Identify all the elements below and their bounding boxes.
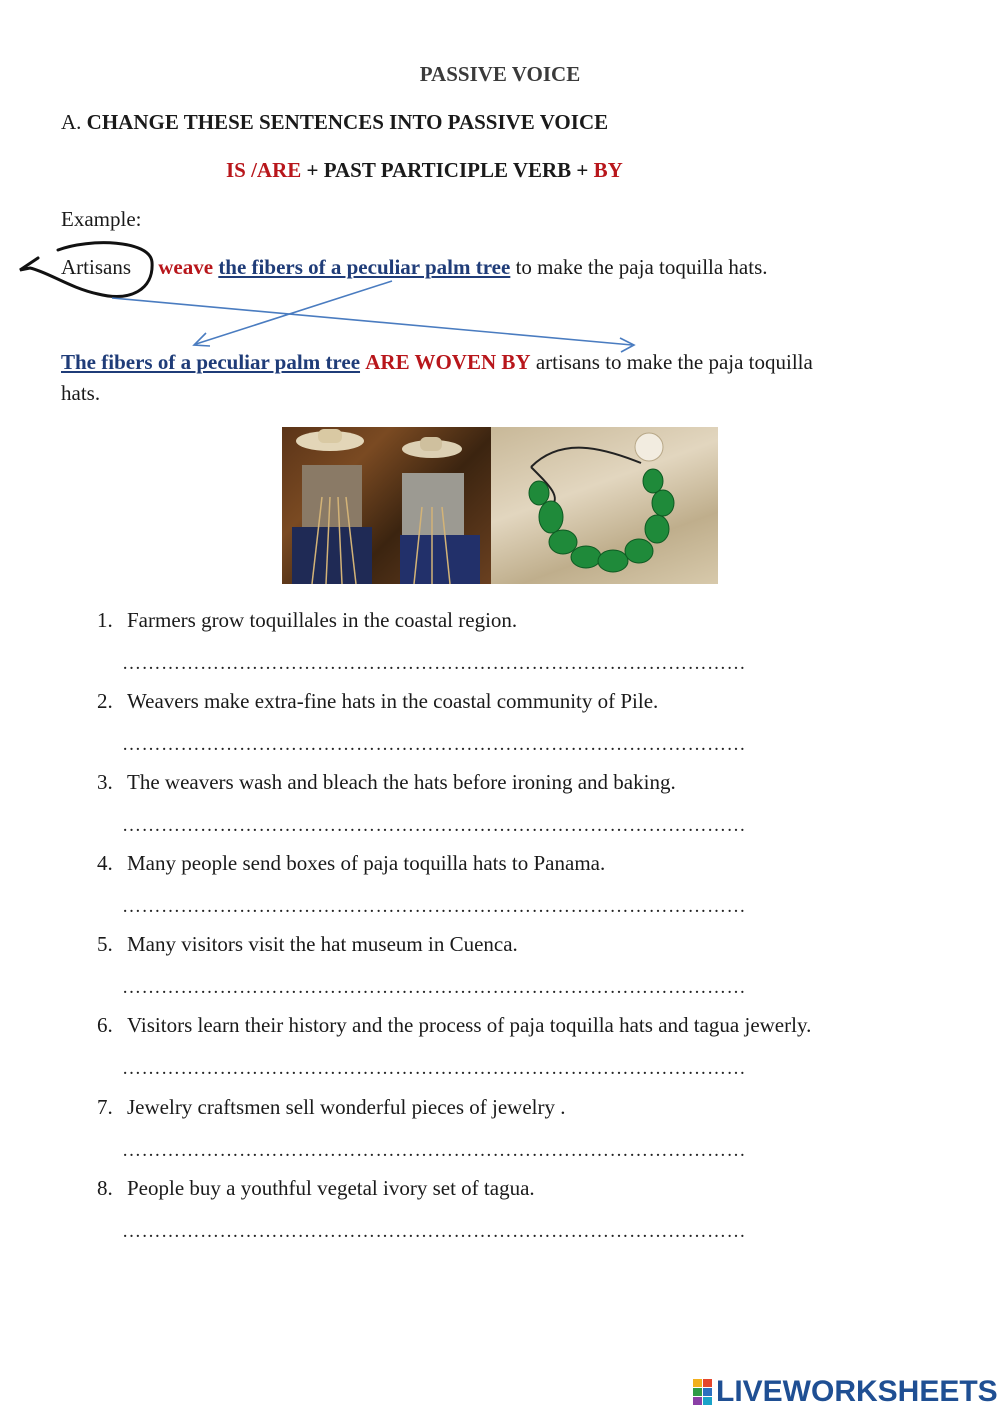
answer-line[interactable]: …………………………………………………………………………………… <box>122 734 746 755</box>
question-item <box>97 608 517 633</box>
passive-subject: The fibers of a peculiar palm tree <box>61 350 361 374</box>
section-instruction: CHANGE THESE SENTENCES INTO PASSIVE VOICE <box>86 110 609 134</box>
question-text: Many people send boxes of paja toquilla hats to Panama. <box>127 851 606 875</box>
question-text: Farmers grow toquillales in the coastal region. <box>127 608 518 632</box>
formula-is-are: IS /ARE <box>226 158 302 182</box>
question-text: Many visitors visit the hat museum in Cuenca. <box>127 932 518 956</box>
question-number: 5. <box>97 932 113 956</box>
active-subject: Artisans <box>61 255 131 279</box>
question-number: 2. <box>97 689 113 713</box>
question-number: 3. <box>97 770 113 794</box>
arrow-object-to-subject <box>196 281 392 344</box>
question-number: 6. <box>97 1013 113 1037</box>
example-annotations <box>0 0 1000 400</box>
question-number: 8. <box>97 1176 113 1200</box>
artisans-weaving-photo <box>282 427 491 584</box>
arrow-subject-to-agent <box>112 298 632 345</box>
question-text: The weavers wash and bleach the hats before ironing and baking. <box>127 770 676 794</box>
answer-line[interactable]: …………………………………………………………………………………… <box>122 1058 746 1079</box>
active-verb: weave <box>158 255 214 279</box>
question-item <box>97 1013 811 1038</box>
question-item <box>97 1095 566 1120</box>
question-item <box>97 851 605 876</box>
passive-verb: ARE WOVEN BY <box>365 350 531 374</box>
answer-line[interactable]: …………………………………………………………………………………… <box>122 977 746 998</box>
active-object: the fibers of a peculiar palm tree <box>218 255 511 279</box>
liveworksheets-logo[interactable] <box>692 1376 998 1408</box>
page-title: PASSIVE VOICE <box>419 62 581 86</box>
answer-line[interactable]: …………………………………………………………………………………… <box>122 1140 746 1161</box>
example-label: Example: <box>61 207 142 231</box>
answer-line[interactable]: …………………………………………………………………………………… <box>122 653 746 674</box>
question-item <box>97 770 676 795</box>
question-number: 1. <box>97 608 113 632</box>
answer-line[interactable]: …………………………………………………………………………………… <box>122 896 746 917</box>
question-item <box>97 932 518 957</box>
tagua-necklace-photo <box>491 427 718 584</box>
question-number: 4. <box>97 851 113 875</box>
question-item <box>97 1176 535 1201</box>
question-text: Jewelry craftsmen sell wonderful pieces of jewelry . <box>127 1095 566 1119</box>
logo-text: LIVEWORKSHEETS <box>716 1375 998 1408</box>
active-rest: to make the paja toquilla hats. <box>510 255 768 279</box>
handdrawn-circle <box>20 243 152 297</box>
question-text: People buy a youthful vegetal ivory set of tagua. <box>127 1176 535 1200</box>
formula-participle: + PAST PARTICIPLE VERB + <box>301 158 594 182</box>
answer-line[interactable]: …………………………………………………………………………………… <box>122 815 746 836</box>
section-letter: A. <box>61 110 82 134</box>
formula-by: BY <box>593 158 623 182</box>
passive-rest: artisans to make the paja toquilla <box>530 350 813 374</box>
passive-sentence-end: hats. <box>61 381 101 405</box>
answer-line[interactable]: …………………………………………………………………………………… <box>122 1221 746 1242</box>
question-text: Weavers make extra-fine hats in the coastal community of Pile. <box>127 689 659 713</box>
question-item <box>97 689 658 714</box>
question-number: 7. <box>97 1095 113 1119</box>
logo-icon <box>692 1378 714 1406</box>
question-text: Visitors learn their history and the process of paja toquilla hats and tagua jewerly. <box>127 1013 812 1037</box>
